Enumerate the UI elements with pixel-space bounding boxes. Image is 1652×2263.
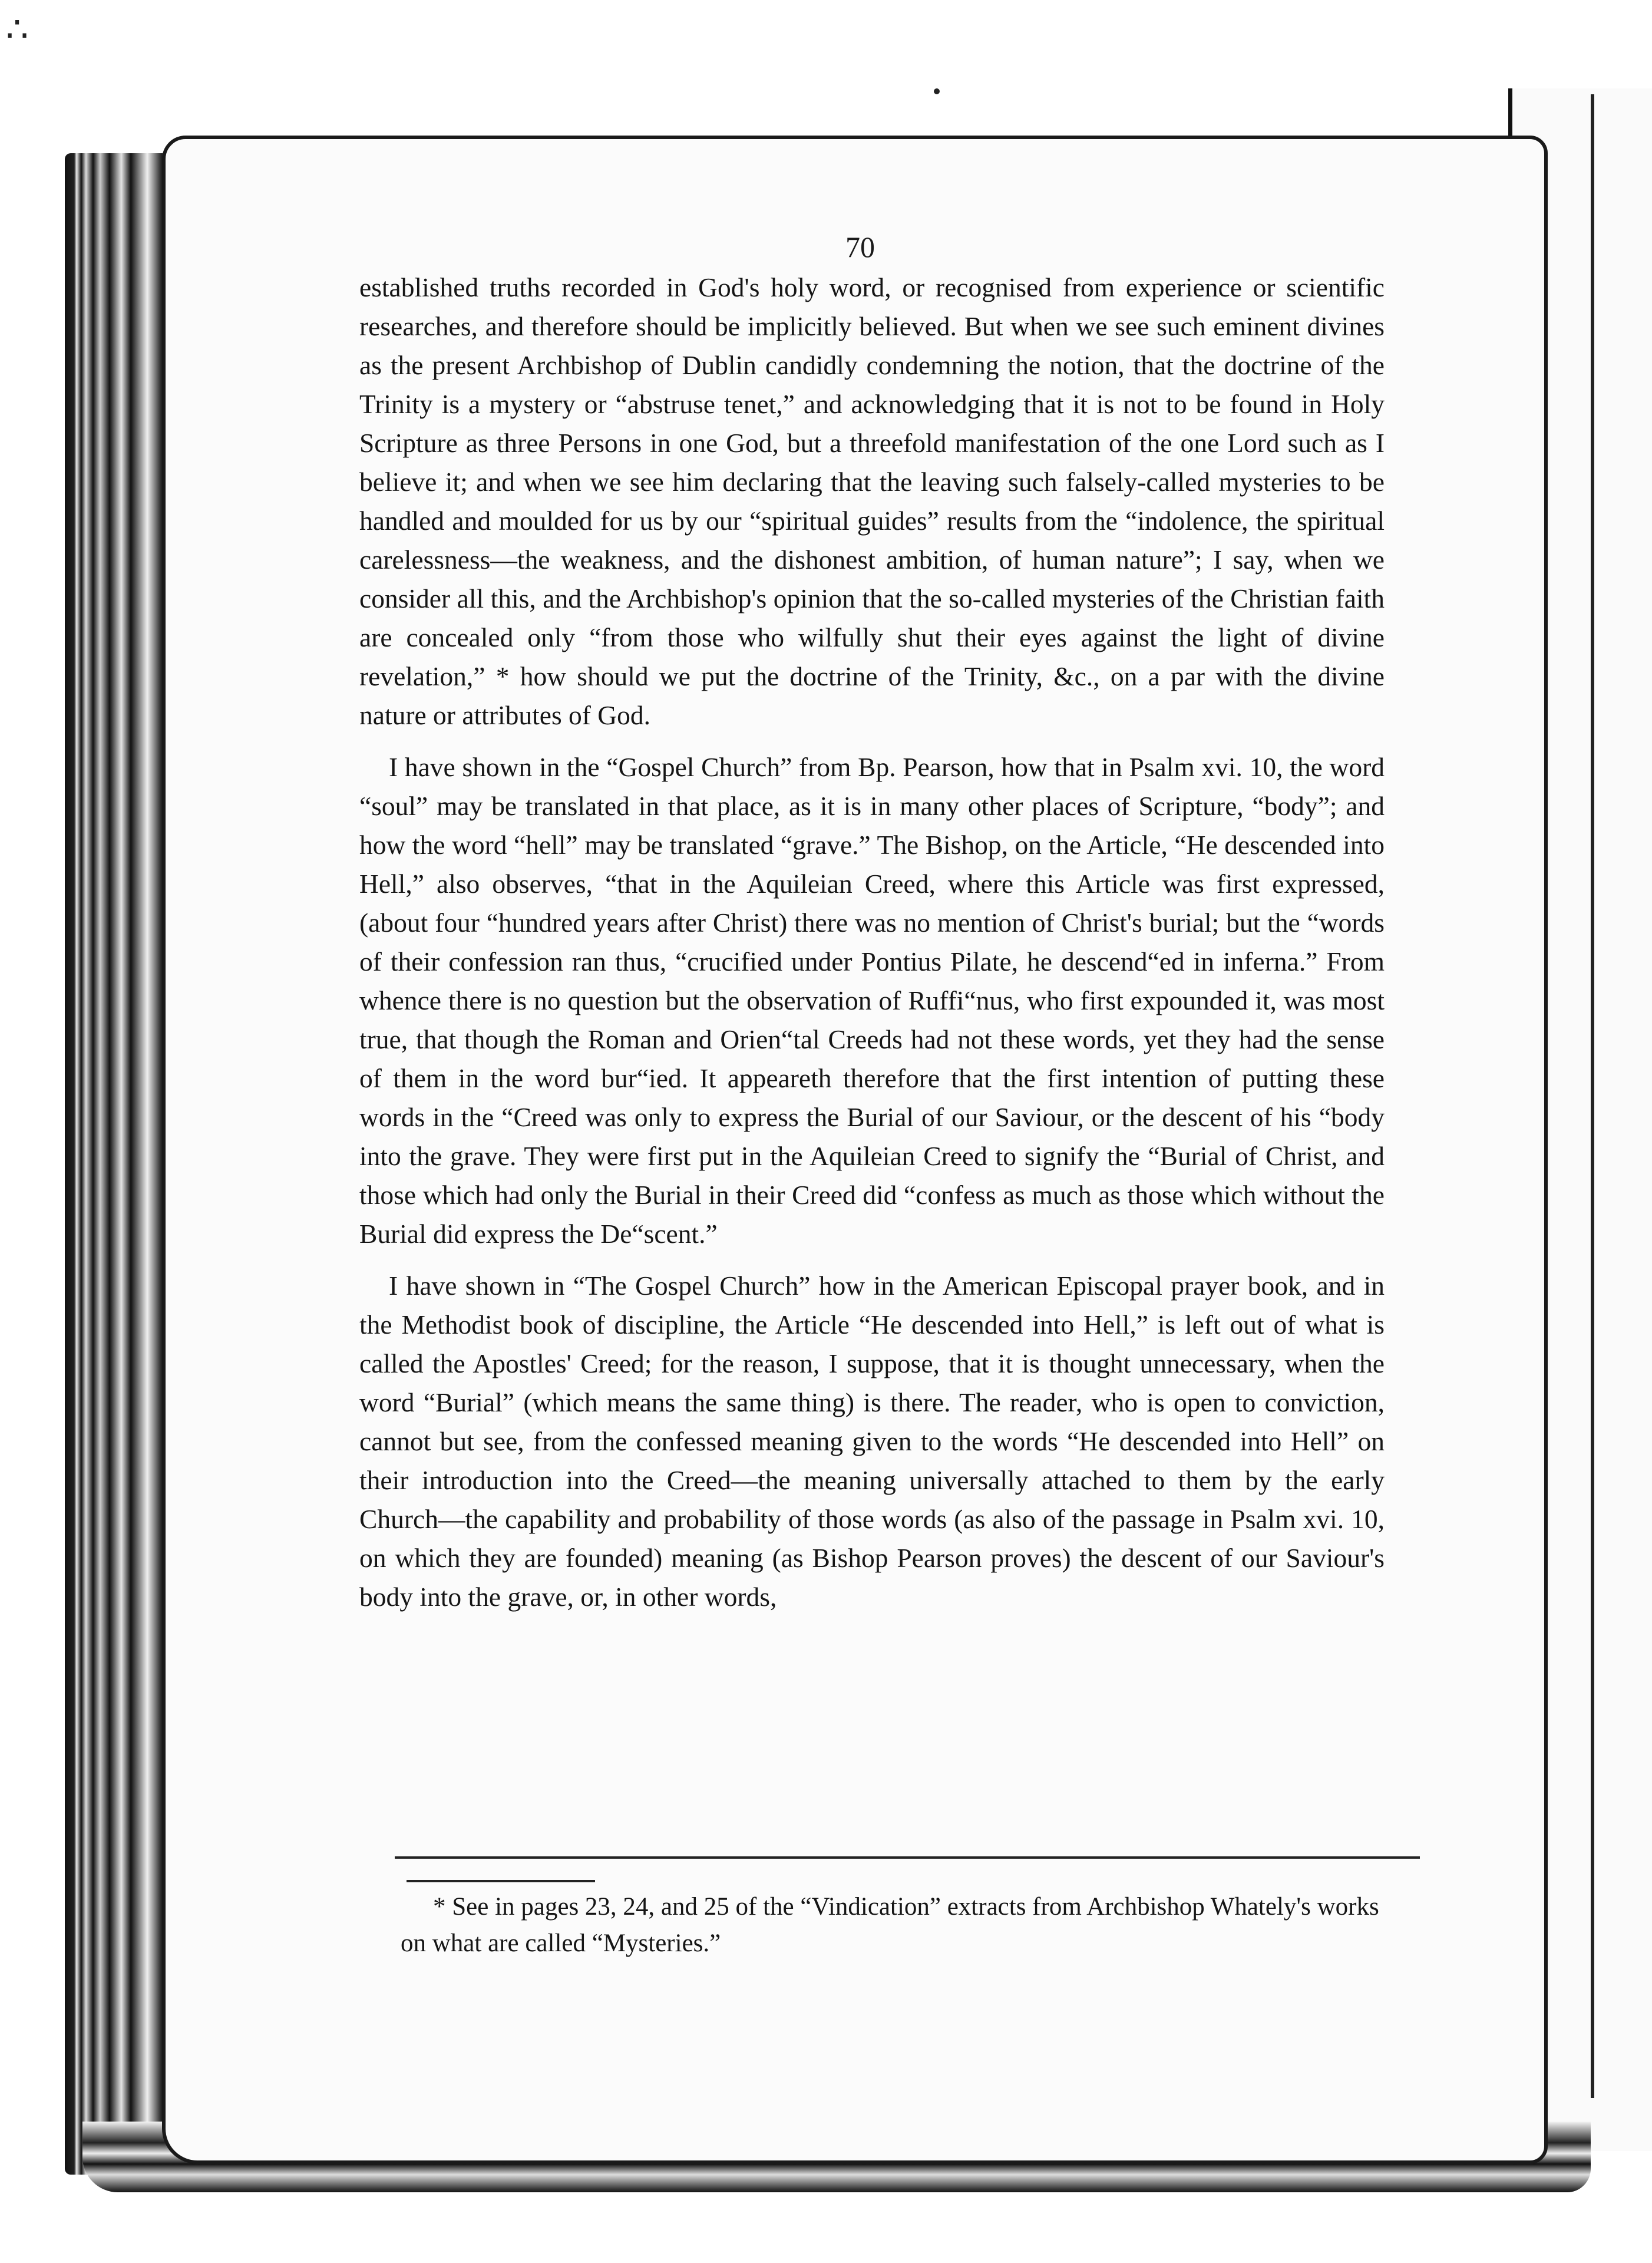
paragraph-gospel-church-pearson: I have shown in the “Gospel Church” from Bp. Pearson, how that in Psalm xvi. 10, the word “soul” may be translated in that place, as it is in many other places of Scripture, “body”; and how the word “hell” may be translated “grave.” The Bishop, on the Article, “He descended into Hell,” also observes, “that in the Aquileian Creed, where this Article was first expressed, (about four “hundred years after Christ) there was no mention of Christ's burial; but the “words of their confession ran thus, “crucified under Pontius Pilate, he descend“ed in inferna.” From whence there is no question but the observation of Ruffi“nus, who first expounded it, was most true, that though the Roman and Orien“tal Creeds had not these words, yet they had the sense of them in the word bur“ied. It appeareth therefore that the first intention of putting these words in the “Creed was only to express the Burial of our Saviour, or the descent of his “body into the grave. They were first put in the Aquileian Creed to signify the “Burial of Christ, and those which had only the Burial in their Creed did “confess as much as those which without the Burial did express the De“scent.”	[359, 752, 1385, 1249]
paragraph-american-episcopal: I have shown in “The Gospel Church” how in the American Episcopal prayer book, and in the Methodist book of discipline, the Article “He descended into Hell,” is left out of what is called the Apostles' Creed; for the reason, I suppose, that it is thought unnecessary, when the word “Burial” (which means the same thing) is there. The reader, who is open to conviction, cannot but see, from the confessed meaning given to the words “He descended into Hell” on their introduction into the Creed—the meaning universally attached to them by the early Church—the capability and probability of those words (as also of the passage in Psalm xvi. 10, on which they are founded) meaning (as Bishop Pearson proves) the descent of our Saviour's body into the grave, or, in other words,	[359, 1271, 1385, 1612]
facing-page-margin-line	[1591, 94, 1594, 2098]
page-number: 70	[845, 230, 875, 263]
footnote-rule	[407, 1880, 595, 1882]
main-text	[359, 268, 1385, 1629]
scan-speck	[934, 88, 940, 94]
corner-scan-artifact: ∴	[6, 10, 29, 49]
text-footnote-divider	[395, 1856, 1420, 1859]
paragraph-continuation: established truths recorded in God's holy word, or recognised from experience or scientific researches, and therefore should be implicitly believed. But when we see such eminent divines as the present Archbishop of Dublin candidly condemning the notion, that the doctrine of the Trinity is a mystery or “abstruse tenet,” and acknowledging that it is not to be found in Holy Scripture as three Persons in one God, but a threefold manifestation of the one Lord such as I believe it; and when we see him declaring that the leaving such falsely-called mysteries to be handled and moulded for us by our “spiritual guides” results from the “indolence, the spiritual carelessness—the weakness, and the dishonest ambition, of human nature”; I say, when we consider all this, and the Archbishop's opinion that the so-called mysteries of the Christian faith are concealed only “from those who wilfully shut their eyes against the light of divine revelation,” * how should we put the doctrine of the Trinity, &c., on a par with the divine nature or attributes of God.	[359, 272, 1385, 730]
footnote: * See in pages 23, 24, and 25 of the “Vindication” extracts from Archbishop Whately's works on what are called “Mysteries.”	[401, 1893, 1379, 1957]
